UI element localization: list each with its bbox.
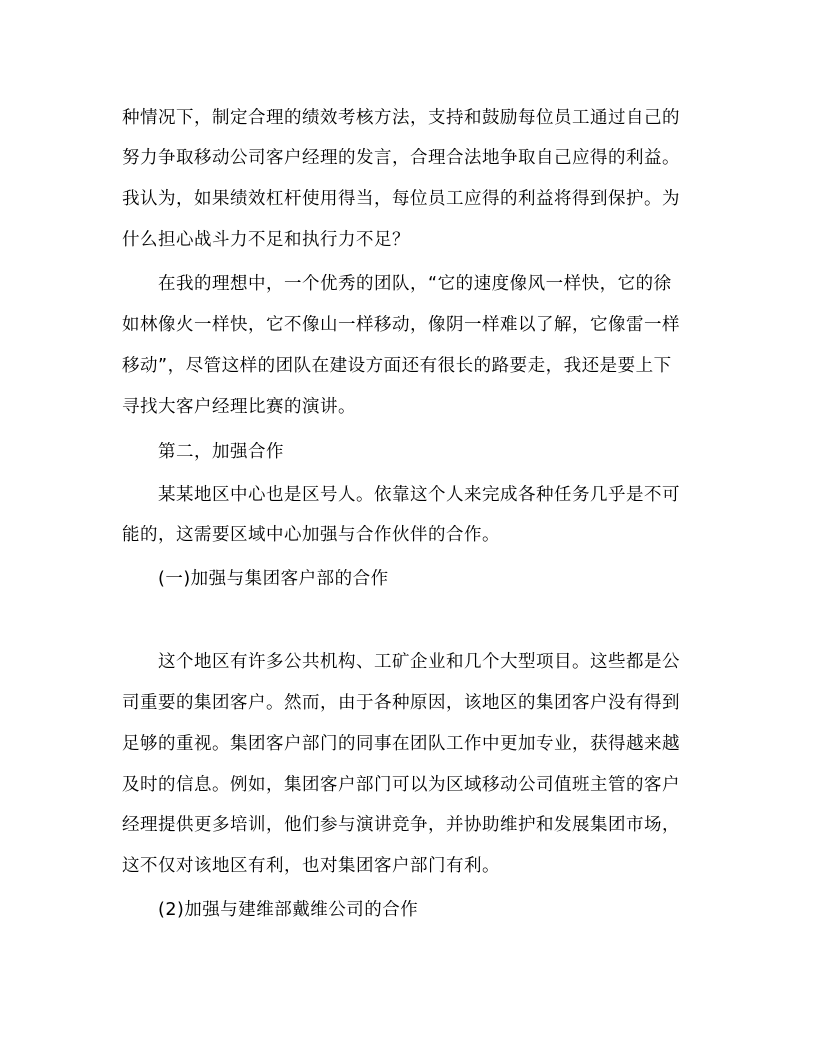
paragraph-line: 能的，这需要区域中心加强与合作伙伴的合作。 [122,525,500,545]
paragraph-line: 寻找大客户经理比赛的演讲。 [122,397,356,417]
paragraph-line: 这不仅对该地区有利，也对集团客户部门有利。 [122,856,500,876]
paragraph-line: 在我的理想中，一个优秀的团队，“它的速度像风一样快，它的徐 [158,274,672,294]
paragraph-line: 这个地区有许多公共机构、工矿企业和几个大型项目。这些都是公 [158,652,680,672]
paragraph-line: 移动”，尽管这样的团队在建设方面还有很长的路要走，我还是要上下 [122,356,672,376]
paragraph-line: 及时的信息。例如，集团客户部门可以为区域移动公司值班主管的客户 [122,775,680,795]
paragraph-line: 某某地区中心也是区号人。依靠这个人来完成各种任务几乎是不可 [158,485,680,505]
paragraph-line: 司重要的集团客户。然而，由于各种原因，该地区的集团客户没有得到 [122,693,680,713]
subsection-heading: (一)加强与集团客户部的合作 [158,569,389,589]
paragraph-line: 什么担心战斗力不足和执行力不足？ [122,230,410,250]
paragraph-line: 努力争取移动公司客户经理的发言，合理合法地争取自己应得的利益。 [122,148,680,168]
paragraph-line: 种情况下，制定合理的绩效考核方法，支持和鼓励每位员工通过自己的 [122,108,680,128]
paragraph-line: 如林像火一样快，它不像山一样移动，像阴一样难以了解，它像雷一样 [122,315,680,335]
subsection-heading: (2)加强与建维部戴维公司的合作 [158,900,419,920]
section-heading: 第二，加强合作 [158,442,284,462]
paragraph-line: 经理提供更多培训，他们参与演讲竞争，并协助维护和发展集团市场， [122,815,680,835]
paragraph-line: 足够的重视。集团客户部门的同事在团队工作中更加专业，获得越来越 [122,734,680,754]
paragraph-line: 我认为，如果绩效杠杆使用得当，每位员工应得的利益将得到保护。为 [122,189,680,209]
